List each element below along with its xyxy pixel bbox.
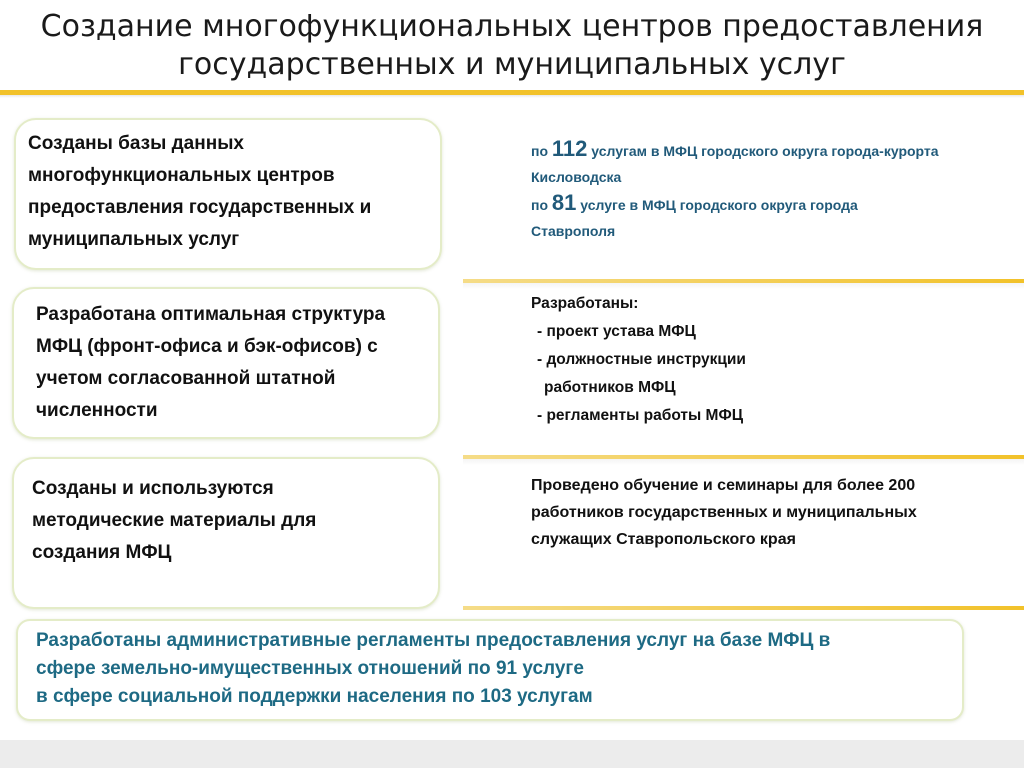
- box-line: учетом согласованной штатной: [36, 368, 336, 389]
- structure-box: [12, 287, 440, 439]
- detail-line: [531, 190, 1001, 218]
- databases-detail: [531, 136, 1001, 244]
- title-line-1: Создание многофункциональных центров предоставления: [40, 9, 984, 44]
- materials-box: [12, 457, 440, 609]
- separator-shadow: [463, 459, 1024, 465]
- slide-title: [0, 8, 1024, 84]
- detail-prefix: по: [531, 197, 549, 213]
- box-line: сфере земельно-имущественных отношений по 91 услуге: [36, 658, 584, 679]
- box-line: Созданы базы данных: [28, 133, 244, 154]
- box-line: создания МФЦ: [32, 542, 172, 563]
- box-text: [36, 627, 944, 711]
- separator-shadow: [463, 283, 1024, 289]
- detail-line: Кисловодска: [531, 169, 622, 185]
- footer-bar: [0, 740, 1024, 768]
- service-count-stavropol: 81: [551, 190, 577, 215]
- detail-prefix: по: [531, 143, 549, 159]
- list-item: - регламенты работы МФЦ: [537, 407, 744, 424]
- detail-line: служащих Ставропольского края: [531, 531, 796, 548]
- box-text: [32, 473, 420, 569]
- databases-box: [14, 118, 442, 270]
- title-line-2: государственных и муниципальных услуг: [178, 47, 846, 82]
- developed-list: [531, 290, 1001, 430]
- list-item: - проект устава МФЦ: [537, 323, 696, 340]
- box-line: МФЦ (фронт-офиса и бэк-офисов) с: [36, 336, 378, 357]
- box-line: Разработана оптимальная структура: [36, 304, 386, 325]
- detail-line: Ставрополя: [531, 223, 616, 239]
- detail-line: Проведено обучение и семинары для более 200: [531, 477, 916, 494]
- box-line: Разработаны административные регламенты предоставления услуг на базе МФЦ в: [36, 630, 831, 651]
- box-text: [28, 128, 428, 256]
- box-line: методические материалы для: [32, 510, 317, 531]
- box-line: численности: [36, 400, 158, 421]
- list-heading: Разработаны:: [531, 295, 639, 312]
- service-count-kislovodsk: 112: [551, 136, 588, 161]
- training-detail: [531, 472, 1001, 553]
- detail-text: услуге в МФЦ городского округа города: [580, 197, 858, 213]
- list-item-continuation: работников МФЦ: [544, 379, 676, 396]
- box-line: Созданы и используются: [32, 478, 274, 499]
- title-divider-shadow: [0, 95, 1024, 98]
- box-line: многофункциональных центров: [28, 165, 335, 186]
- box-text: [36, 299, 420, 427]
- separator-line: [463, 606, 1024, 610]
- regulations-box: [16, 619, 964, 721]
- box-line: в сфере социальной поддержки населения по 103 услугам: [36, 686, 593, 707]
- box-line: предоставления государственных и: [28, 197, 372, 218]
- detail-text: услугам в МФЦ городского округа города-курорта: [591, 143, 939, 159]
- detail-line: работников государственных и муниципальных: [531, 504, 917, 521]
- box-line: муниципальных услуг: [28, 229, 240, 250]
- list-item: - должностные инструкции: [537, 351, 746, 368]
- detail-line: [531, 136, 1001, 164]
